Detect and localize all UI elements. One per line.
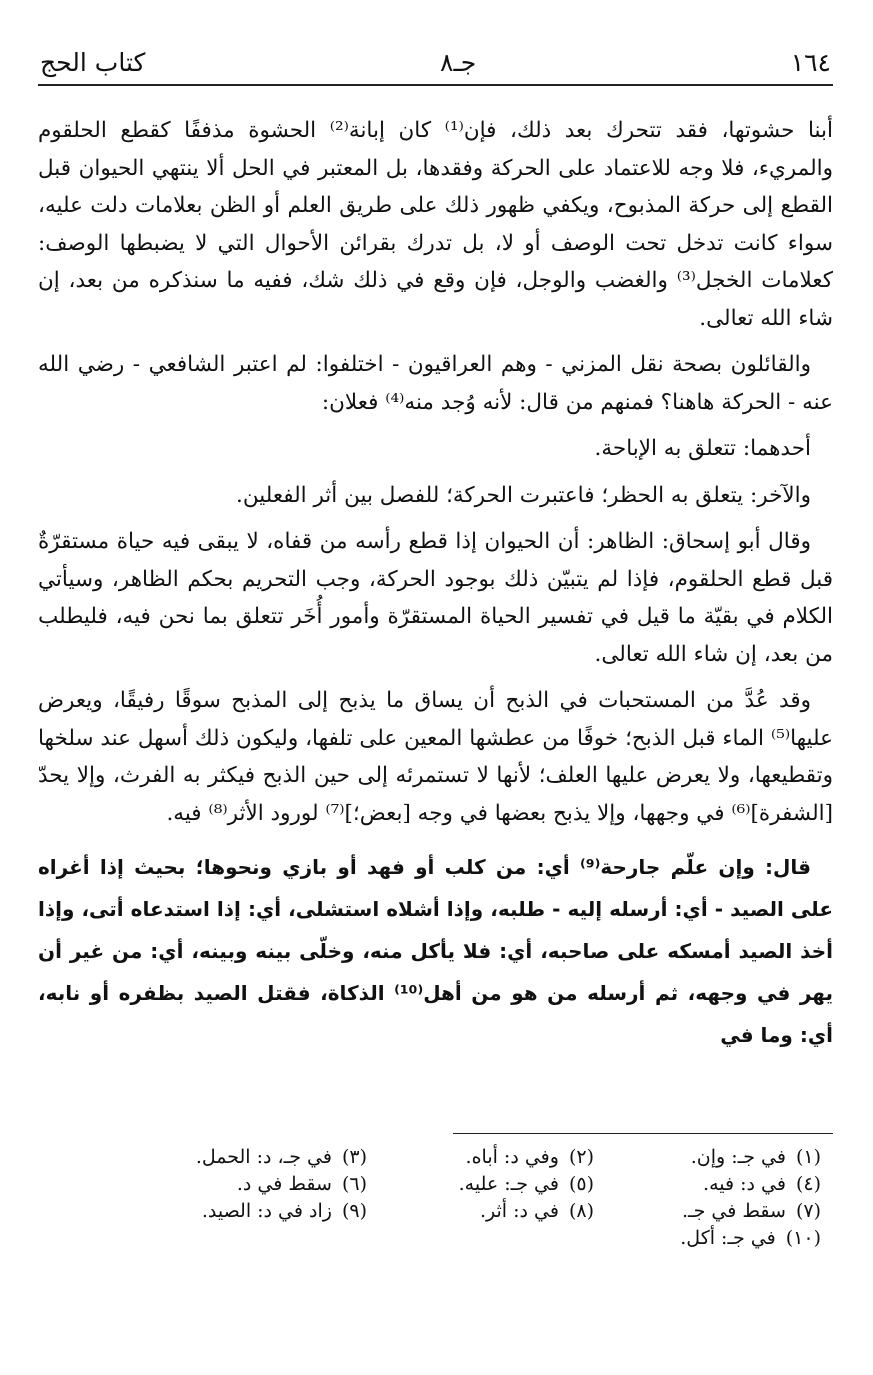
- footnote-number: (٩): [341, 1200, 367, 1222]
- footnote-text: في د: فيه.: [703, 1173, 786, 1195]
- footnote-5: [367, 1171, 594, 1198]
- running-header: [38, 44, 833, 86]
- footnote-row: [140, 1171, 821, 1198]
- footnote-text: في جـ: عليه.: [458, 1173, 559, 1195]
- footnote-row: [140, 1198, 821, 1225]
- paragraph-2: والقائلون بصحة نقل المزني - وهم العراقيون - اختلفوا: لم اعتبر الشافعي - رضي الله عنه - الحركة هاهنا؟ فمنهم من قال: لأنه وُجد منه⁽⁴⁾ فعلان:: [38, 352, 833, 415]
- paragraph-5: وقال أبو إسحاق: الظاهر: أن الحيوان إذا قطع رأسه من قفاه، لا يبقى فيه حياة مستقرّةٌ قبل قطع الحلقوم، فإذا لم يتبيّن ذلك بوجود الحركة، وجب التحريم بحكم الظاهر، وسيأتي الكلام في بقيّة ما قيل في تفسير الحياة المستقرّة وأمور أُخَر تتعلق بما نحن فيه، فليطلب من بعد، إن شاء الله تعالى.: [38, 529, 833, 667]
- footnote-2: [367, 1144, 594, 1171]
- footnote-number: (١٠): [785, 1227, 821, 1249]
- footnote-3: [140, 1144, 367, 1171]
- main-text: [38, 112, 833, 1065]
- footnote-number: (٥): [568, 1173, 594, 1195]
- paragraph-3: أحدهما: تتعلق به الإباحة.: [594, 436, 811, 461]
- footnote-number: (٣): [341, 1146, 367, 1168]
- paragraph-4: والآخر: يتعلق به الحظر؛ فاعتبرت الحركة؛ للفصل بين أثر الفعلين.: [236, 482, 811, 508]
- volume-label: جـ٨: [440, 48, 477, 77]
- footnote-number: (٤): [795, 1173, 821, 1195]
- footnote-text: في جـ، د: الحمل.: [195, 1146, 332, 1168]
- footnote-number: (٦): [341, 1173, 367, 1195]
- footnote-text: سقط في جـ.: [682, 1200, 786, 1222]
- page-number: ١٦٤: [790, 48, 831, 77]
- footnote-separator: [453, 1133, 833, 1134]
- footnote-6: [140, 1171, 367, 1198]
- footnote-text: في د: أثر.: [479, 1200, 559, 1222]
- footnote-text: وفي د: أباه.: [465, 1146, 559, 1168]
- footnote-1: [594, 1144, 821, 1171]
- footnote-number: (٨): [568, 1200, 594, 1222]
- footnote-row: [140, 1225, 821, 1252]
- footnote-text: زاد في د: الصيد.: [201, 1200, 332, 1222]
- paragraph-1: أبنا حشوتها، فقد تتحرك بعد ذلك، فإن⁽¹⁾ كان إبانة⁽²⁾ الحشوة مذففًا كقطع الحلقوم والمريء، فلا وجه للاعتماد على الحركة وفقدها، بل المعتبر في الحل ألا ينتهي الحيوان قبل القطع إلى حركة المذبوح، ويكفي ظهور ذلك على طريق العلم أو الظن بعلامات دلت عليه، سواء كانت تدخل تحت الوصف أو لا، بل تدرك بقرائن الأحوال التي لا يضبطها الوصف: كعلامات الخجل⁽³⁾ والغضب والوجل، فإن وقع في ذلك شك، ففيه ما سنذكره من بعد، إن شاء الله تعالى.: [38, 118, 834, 331]
- paragraph-7: قال: وإن علّم جارحة⁽⁹⁾ أي: من كلب أو فهد أو بازي ونحوها؛ بحيث إذا أغراه على الصيد - أي: أرسله إليه - طلبه، وإذا أشلاه استشلى، أي: إذا استدعاه أتى، وإذا أخذ الصيد أمسكه على صاحبه، أي: فلا يأكل منه، وخلّى بينه وبينه، أي: من غير أن يهر في وجهه، ثم أرسله من هو من أهل⁽¹⁰⁾ الذكاة، فقتل الصيد بظفره أو نابه، أي: وما في: [38, 855, 833, 1047]
- footnote-text: في جـ: أكل.: [680, 1227, 776, 1249]
- footnote-number: (٢): [568, 1146, 594, 1168]
- footnote-4: [594, 1171, 821, 1198]
- paragraph-6: وقد عُدَّ من المستحبات في الذبح أن يساق ما يذبح إلى المذبح سوقًا رفيقًا، ويعرض عليها⁽⁵⁾ الماء قبل الذبح؛ خوفًا من عطشها المعين على تلفها، وليكون ذلك أسهل عند سلخها وتقطيعها، ولا يعرض عليها العلف؛ لأنها لا تستمرئه إلى حين الذبح فيكثر به الفرث، وإلا يحدّ [الشفرة]⁽⁶⁾ في وجهها، وإلا يذبح بعضها في وجه [بعض؛]⁽⁷⁾ لورود الأثر⁽⁸⁾ فيه.: [38, 688, 833, 826]
- footnote-text: في جـ: وإن.: [690, 1146, 786, 1168]
- footnote-number: (٧): [795, 1200, 821, 1222]
- footnote-number: (١): [795, 1146, 821, 1168]
- footnote-text: سقط في د.: [236, 1173, 332, 1195]
- footnote-7: [594, 1198, 821, 1225]
- footnote-10: [586, 1225, 821, 1252]
- footnotes: [140, 1144, 821, 1252]
- footnote-row: [140, 1144, 821, 1171]
- footnote-9: [140, 1198, 367, 1225]
- book-title: كتاب الحج: [40, 48, 146, 77]
- footnote-8: [367, 1198, 594, 1225]
